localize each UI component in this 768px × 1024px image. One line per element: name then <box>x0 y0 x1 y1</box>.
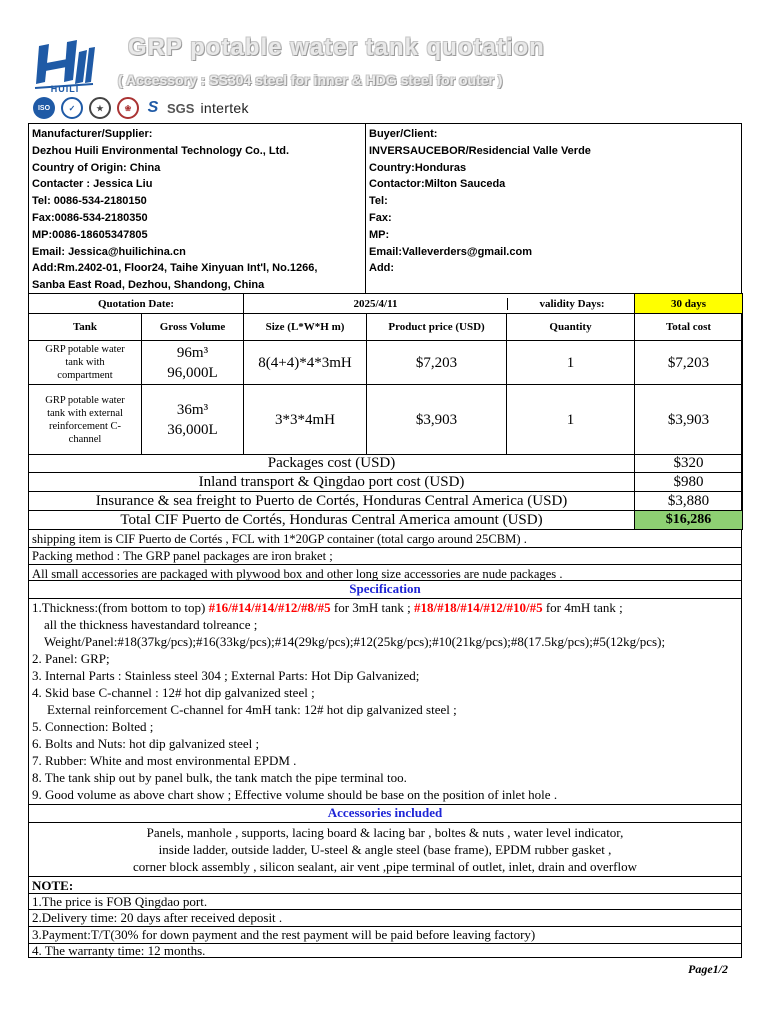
supplier-line: Country of Origin: China <box>32 161 161 174</box>
cost-label: Inland transport & Qingdao port cost (USD) <box>29 473 635 492</box>
quantity: 1 <box>507 385 635 455</box>
spec-line: 4. Skid base C-channel : 12# hot dip galvanized steel ; <box>32 685 315 700</box>
spec-thickness <box>32 600 623 616</box>
buyer-line: Buyer/Client: <box>369 128 438 140</box>
total-row <box>29 511 743 530</box>
validity-label: validity Days: <box>507 298 635 310</box>
tank-name: GRP potable water tank with external reinforcement C-channel <box>29 385 142 455</box>
divider <box>28 564 742 565</box>
col-header-quantity: Quantity <box>507 314 635 341</box>
spec-line: 5. Connection: Bolted ; <box>32 719 154 734</box>
certification-logos <box>33 96 249 120</box>
supplier-info <box>32 126 317 294</box>
quotation-date <box>244 294 635 314</box>
spec-line: 2. Panel: GRP; <box>32 651 110 666</box>
buyer-line: Add: <box>369 262 395 275</box>
buyer-line: INVERSAUCEBOR/Residencial Valle Verde <box>369 144 591 157</box>
tank-size: 8(4+4)*4*3mH <box>244 341 367 385</box>
spec-line: Weight/Panel:#18(37kg/pcs);#16(33kg/pcs);#14(29kg/pcs);#12(25kg/pcs);#10(21kg/pcs);#8(17.5kg/pcs);#5(12kg/pcs); <box>44 634 666 649</box>
divider <box>28 822 742 823</box>
tank-size: 3*3*4mH <box>244 385 367 455</box>
note-line: 2.Delivery time: 20 days after received deposit . <box>32 910 283 925</box>
table-header-row <box>29 314 743 341</box>
supplier-line: MP:0086-18605347805 <box>32 228 148 241</box>
col-header-price: Product price (USD) <box>367 314 507 341</box>
cost-row <box>29 492 743 511</box>
spec-line: External reinforcement C-channel for 4mH tank: 12# hot dip galvanized steel ; <box>47 702 457 717</box>
award-seal-icon: ❀ <box>117 97 139 119</box>
col-header-volume: Gross Volume <box>142 314 244 341</box>
cost-value: $3,880 <box>635 492 743 511</box>
spec-text: for 4mH tank ; <box>542 600 623 615</box>
buyer-line: Contactor:Milton Sauceda <box>369 178 506 191</box>
product-price: $7,203 <box>367 341 507 385</box>
page-subtitle: ( Accessory : SS304 steel for inner & HDG steel for outer ) <box>118 72 503 88</box>
buyer-info <box>369 126 591 277</box>
cost-value: $980 <box>635 473 743 492</box>
table-row <box>29 341 743 385</box>
quotation-date-label: Quotation Date: <box>29 294 244 314</box>
note-line: 3.Payment:T/T(30% for down payment and the rest payment will be paid before leaving factory) <box>32 927 536 942</box>
cost-row <box>29 455 743 473</box>
supplier-line: Email: Jessica@huilichina.cn <box>32 245 186 258</box>
page-number: Page1/2 <box>688 962 728 976</box>
tank-name: GRP potable water tank with compartment <box>29 341 142 385</box>
info-divider <box>365 123 366 293</box>
table-row <box>29 385 743 455</box>
accessories-heading: Accessories included <box>327 805 443 820</box>
supplier-line: Sanba East Road, Dezhou, Shandong, China <box>32 279 265 292</box>
spec-line: 9. Good volume as above chart show ; Effective volume should be base on the position of inlet hole . <box>32 787 558 802</box>
sesco-logo-icon: S <box>147 99 159 116</box>
supplier-line: Tel: 0086-534-2180150 <box>32 195 147 208</box>
supplier-line: Dezhou Huili Environmental Technology Co., Ltd. <box>32 144 290 157</box>
buyer-line: Email:Valleverders@gmail.com <box>369 245 532 258</box>
divider <box>28 598 742 599</box>
quality-seal-icon: ★ <box>89 97 111 119</box>
gross-volume <box>142 341 244 385</box>
accessory-line: corner block assembly , silicon sealant, air vent ,pipe terminal of outlet, inlet, drain and overflow <box>133 859 637 874</box>
volume-liters: 96,000L <box>167 364 218 381</box>
cost-row <box>29 473 743 492</box>
packing-line: All small accessories are packaged with plywood box and other long size accessories are nude packages . <box>32 567 563 581</box>
volume-m3: 96m³ <box>176 344 209 361</box>
cost-value: $320 <box>635 455 743 473</box>
note-heading: NOTE: <box>32 878 74 893</box>
spec-line: all the thickness havestandard tolreance ; <box>44 617 258 632</box>
quotation-table <box>28 293 743 530</box>
buyer-line: Tel: <box>369 195 388 208</box>
spec-line: 7. Rubber: White and most environmental EPDM . <box>32 753 297 768</box>
spec-line: 6. Bolts and Nuts: hot dip galvanized steel ; <box>32 736 260 751</box>
spec-line: 8. The tank ship out by panel bulk, the tank match the pipe terminal too. <box>32 770 407 785</box>
page-title: GRP potable water tank quotation <box>128 34 545 61</box>
sgs-logo: SGS <box>167 100 195 116</box>
buyer-line: MP: <box>369 228 390 241</box>
certification-seal-icon: ✓ <box>61 97 83 119</box>
supplier-line: Contacter : Jessica Liu <box>32 178 153 191</box>
logo-wordmark: HUILI <box>50 84 80 94</box>
spec-thickness-3m: #16/#14/#14/#12/#8/#5 <box>208 600 331 615</box>
supplier-line: Fax:0086-534-2180350 <box>32 211 148 224</box>
validity-days: 30 days <box>635 294 743 314</box>
product-price: $3,903 <box>367 385 507 455</box>
accessory-line: inside ladder, outside ladder, U-steel & angle steel (base frame), EPDM rubber gasket , <box>158 842 612 857</box>
packing-line: Packing method : The GRP panel packages are iron braket ; <box>32 549 333 563</box>
buyer-line: Fax: <box>369 211 392 224</box>
spec-text: 1.Thickness:(from bottom to top) <box>32 600 209 615</box>
col-header-total: Total cost <box>635 314 743 341</box>
iso-logo: ISO <box>33 97 55 119</box>
col-header-size: Size (L*W*H m) <box>244 314 367 341</box>
accessory-line: Panels, manhole , supports, lacing board & lacing bar , boltes & nuts , water level indicator, <box>146 825 624 840</box>
huili-logo <box>33 38 95 104</box>
gross-volume <box>142 385 244 455</box>
cost-label: Insurance & sea freight to Puerto de Cortés, Honduras Central America (USD) <box>29 492 635 511</box>
intertek-logo: intertek <box>200 100 249 116</box>
total-label: Total CIF Puerto de Cortés, Honduras Central America amount (USD) <box>29 511 635 530</box>
supplier-line: Manufacturer/Supplier: <box>32 128 153 140</box>
cost-label: Packages cost (USD) <box>29 455 635 473</box>
col-header-tank: Tank <box>29 314 142 341</box>
specification-heading: Specification <box>349 581 421 596</box>
note-line: 1.The price is FOB Qingdao port. <box>32 894 208 909</box>
divider <box>28 876 742 877</box>
volume-m3: 36m³ <box>176 401 209 418</box>
quotation-date-value: 2025/4/11 <box>353 297 398 310</box>
quotation-date-row <box>29 294 743 314</box>
note-line: 4. The warranty time: 12 months. <box>32 943 206 958</box>
quantity: 1 <box>507 341 635 385</box>
spec-text: for 3mH tank ; <box>330 600 415 615</box>
spec-line: 3. Internal Parts : Stainless steel 304 ; External Parts: Hot Dip Galvanized; <box>32 668 420 683</box>
total-cost: $7,203 <box>635 341 743 385</box>
buyer-line: Country:Honduras <box>369 161 467 174</box>
spec-thickness-4m: #18/#18/#14/#12/#10/#5 <box>414 600 543 615</box>
total-amount: $16,286 <box>635 511 743 530</box>
total-cost: $3,903 <box>635 385 743 455</box>
shipping-line: shipping item is CIF Puerto de Cortés , FCL with 1*20GP container (total cargo around 25CBM) . <box>32 532 527 546</box>
volume-liters: 36,000L <box>167 421 218 438</box>
supplier-line: Add:Rm.2402-01, Floor24, Taihe Xinyuan Int'l, No.1266, <box>32 262 318 275</box>
